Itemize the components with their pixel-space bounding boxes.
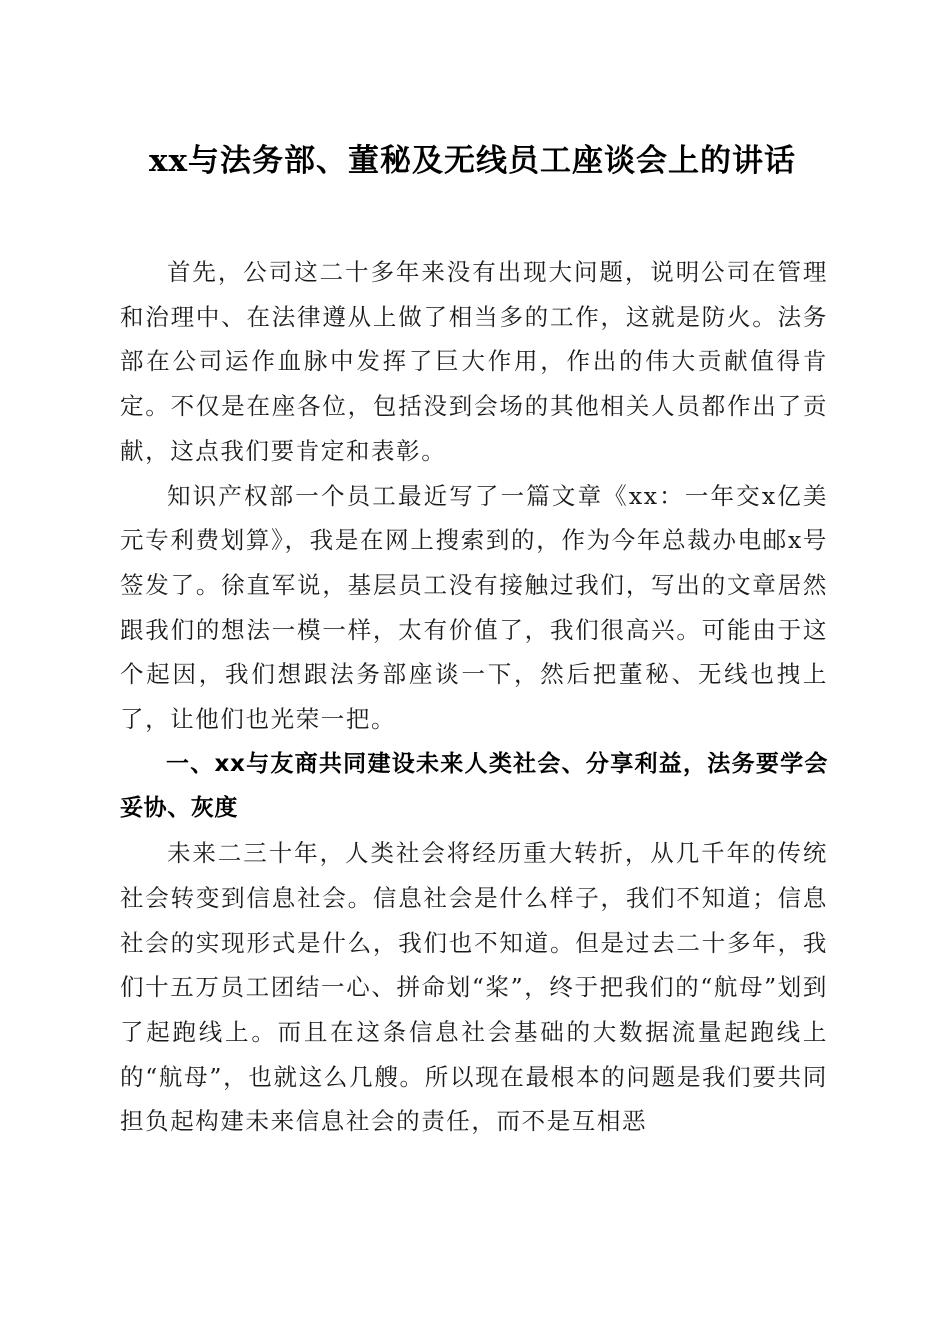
section-heading: 一、xx与友商共同建设未来人类社会、分享利益，法务要学会妥协、灰度 <box>120 750 828 822</box>
document-body <box>120 250 828 1144</box>
paragraph-intro: 首先，公司这二十多年来没有出现大问题，说明公司在管理和治理中、在法律遵从上做了相当多的工作，这就是防火。法务部在公司运作血脉中发挥了巨大作用，作出的伟大贡献值得肯定。不仅是在座各位，包括没到会场的其他相关人员都作出了贡献，这点我们要肯定和表彰。 <box>120 258 828 465</box>
document-title: xx与法务部、董秘及无线员工座谈会上的讲话 <box>149 143 796 179</box>
paragraph-section-one: 未来二三十年，人类社会将经历重大转折，从几千年的传统社会转变到信息社会。信息社会是什么样子，我们不知道；信息社会的实现形式是什么，我们也不知道。但是过去二十多年，我们十五万员工团结一心、拼命划“桨”，终于把我们的“航母”划到了起跑线上。而且在这条信息社会基础的大数据流量起跑线上的“航母”，也就这么几艘。所以现在最根本的问题是我们要共同担负起构建未来信息社会的责任，而不是互相恶 <box>120 839 828 1136</box>
paragraph-article: 知识产权部一个员工最近写了一篇文章《xx：一年交x亿美元专利费划算》，我是在网上搜索到的，作为今年总裁办电邮x号签发了。徐直军说，基层员工没有接触过我们，写出的文章居然跟我们的想法一模一样，太有价值了，我们很高兴。可能由于这个起因，我们想跟法务部座谈一下，然后把董秘、无线也拽上了，让他们也光荣一把。 <box>120 481 828 734</box>
